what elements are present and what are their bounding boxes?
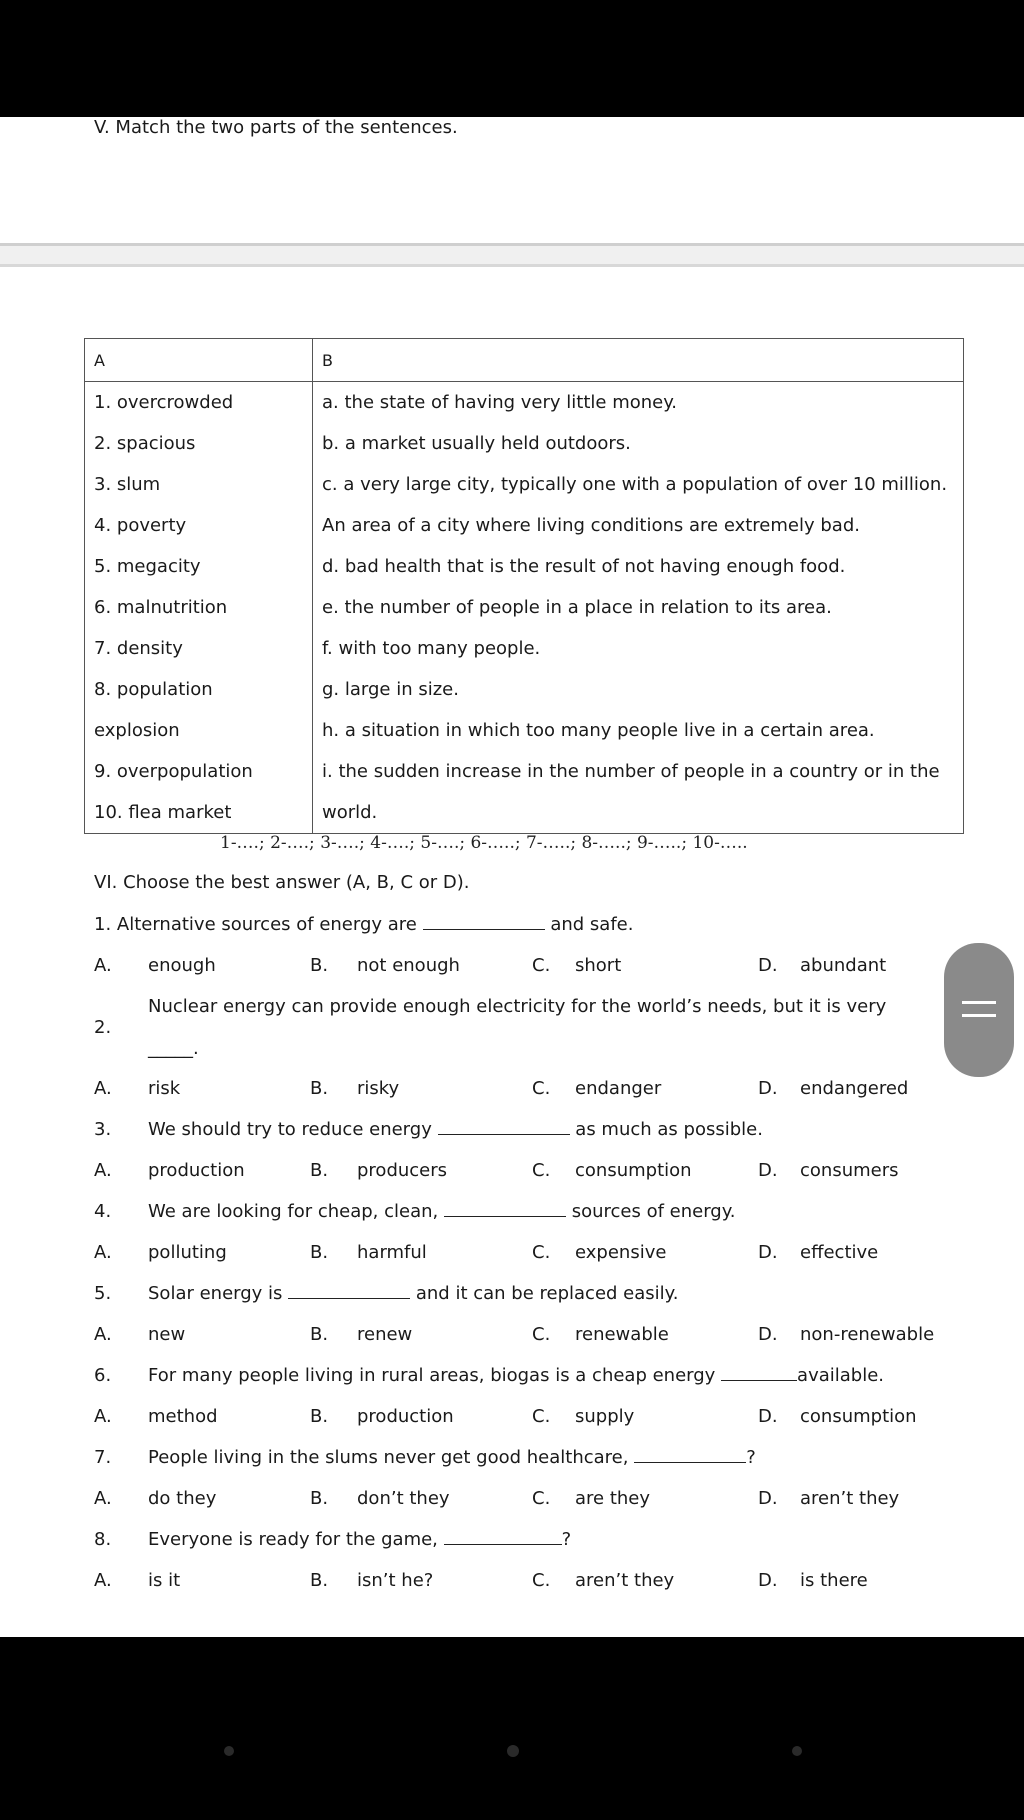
stem-end: sources of energy.: [565, 1201, 736, 1222]
answer-blank: [444, 1202, 566, 1217]
answer-blank: [634, 1448, 746, 1463]
option-c[interactable]: are they: [575, 1488, 651, 1509]
grip-line-icon: [962, 1014, 996, 1017]
stem-end: as much as possible.: [569, 1119, 763, 1140]
option-letter: D.: [758, 955, 778, 976]
option-b[interactable]: risky: [357, 1078, 400, 1099]
stem-end: available.: [797, 1365, 885, 1386]
cell-a: 2. spacious: [85, 423, 313, 464]
stem-start: Everyone is ready for the game,: [148, 1529, 444, 1550]
option-c[interactable]: renewable: [575, 1324, 669, 1345]
question-3: [94, 1119, 974, 1149]
option-letter: A.: [94, 1078, 112, 1099]
option-letter: D.: [758, 1078, 778, 1099]
option-d[interactable]: is there: [800, 1570, 868, 1591]
question-stem: [148, 1283, 678, 1304]
option-letter: A.: [94, 1324, 112, 1345]
option-a[interactable]: do they: [148, 1488, 217, 1509]
table-row: [85, 669, 964, 710]
cell-a: 5. megacity: [85, 546, 313, 587]
question-number: 6.: [94, 1365, 112, 1386]
cell-a: 8. population: [85, 669, 313, 710]
answer-blank: [438, 1120, 570, 1135]
cell-a: 4. poverty: [85, 505, 313, 546]
answer-blank: [423, 915, 545, 930]
nav-home-button[interactable]: [507, 1745, 519, 1757]
option-c[interactable]: short: [575, 955, 622, 976]
option-letter: D.: [758, 1242, 778, 1263]
table-row: [85, 792, 964, 834]
question-4: [94, 1201, 974, 1231]
option-letter: B.: [310, 1160, 329, 1181]
option-letter: D.: [758, 1488, 778, 1509]
option-letter: D.: [758, 1160, 778, 1181]
table-row: [85, 423, 964, 464]
cell-b: b. a market usually held outdoors.: [313, 423, 964, 464]
stem-start: For many people living in rural areas, biogas is a cheap energy: [148, 1365, 722, 1386]
option-d[interactable]: consumption: [800, 1406, 917, 1427]
option-letter: B.: [310, 1488, 329, 1509]
nav-recents-button[interactable]: [792, 1746, 802, 1756]
option-a[interactable]: polluting: [148, 1242, 227, 1263]
table-row: [85, 751, 964, 792]
cell-b: g. large in size.: [313, 669, 964, 710]
question-number: 3.: [94, 1119, 112, 1140]
stem-start: Solar energy is: [148, 1283, 289, 1304]
option-letter: A.: [94, 955, 112, 976]
option-letter: A.: [94, 1242, 112, 1263]
option-letter: B.: [310, 1406, 329, 1427]
option-letter: C.: [532, 1488, 551, 1509]
column-b-header: B: [313, 339, 964, 382]
table-row: [85, 546, 964, 587]
option-c[interactable]: consumption: [575, 1160, 692, 1181]
cell-a: 6. malnutrition: [85, 587, 313, 628]
option-letter: C.: [532, 1570, 551, 1591]
option-d[interactable]: endangered: [800, 1078, 909, 1099]
answer-key-line: 1-….; 2-….; 3-….; 4-….; 5-….; 6-…..; 7-…..; 8-…..; 9-…..; 10-…..: [220, 833, 748, 853]
option-a[interactable]: method: [148, 1406, 218, 1427]
cell-a: 10. flea market: [85, 792, 313, 834]
question-6: [94, 1365, 974, 1395]
option-c[interactable]: supply: [575, 1406, 635, 1427]
option-b[interactable]: not enough: [357, 955, 460, 976]
option-letter: A.: [94, 1160, 112, 1181]
option-b[interactable]: production: [357, 1406, 454, 1427]
table-row: [85, 382, 964, 424]
stem-start: People living in the slums never get good healthcare,: [148, 1447, 635, 1468]
question-7: [94, 1447, 974, 1477]
nav-back-button[interactable]: [224, 1746, 234, 1756]
grip-line-icon: [962, 1001, 996, 1004]
option-d[interactable]: effective: [800, 1242, 879, 1263]
page-gap: [0, 246, 1024, 264]
question-1: [94, 914, 974, 944]
option-c[interactable]: endanger: [575, 1078, 662, 1099]
option-letter: D.: [758, 1406, 778, 1427]
cell-b: d. bad health that is the result of not having enough food.: [313, 546, 964, 587]
cell-b: a. the state of having very little money.: [313, 382, 964, 424]
option-letter: A.: [94, 1488, 112, 1509]
option-d[interactable]: abundant: [800, 955, 887, 976]
question-number: 4.: [94, 1201, 112, 1222]
option-a[interactable]: new: [148, 1324, 186, 1345]
cell-b: h. a situation in which too many people live in a certain area.: [313, 710, 964, 751]
top-status-bar: [0, 0, 1024, 117]
question-stem-end: and safe.: [544, 914, 634, 935]
question-stem: [148, 1119, 763, 1140]
question-stem: [148, 1447, 756, 1468]
question-2-line-2: [94, 1038, 974, 1068]
option-d[interactable]: aren’t they: [800, 1488, 900, 1509]
options-2: [94, 1078, 974, 1108]
table-row: [85, 587, 964, 628]
question-number: 7.: [94, 1447, 112, 1468]
option-a[interactable]: risk: [148, 1078, 181, 1099]
answer-blank: [721, 1366, 797, 1381]
cell-b: f. with too many people.: [313, 628, 964, 669]
option-a[interactable]: enough: [148, 955, 216, 976]
option-letter: B.: [310, 1242, 329, 1263]
cell-b: i. the sudden increase in the number of people in a country or in the: [313, 751, 964, 792]
matching-table: [84, 338, 964, 834]
question-8: [94, 1529, 974, 1559]
option-letter: B.: [310, 1570, 329, 1591]
question-5: [94, 1283, 974, 1313]
question-blank: _____.: [148, 1038, 199, 1059]
table-row: [85, 710, 964, 751]
question-stem: [148, 1201, 736, 1222]
option-letter: B.: [310, 1078, 329, 1099]
table-row: [85, 505, 964, 546]
cell-b: c. a very large city, typically one with a population of over 10 million.: [313, 464, 964, 505]
question-number: 5.: [94, 1283, 112, 1304]
cell-b: An area of a city where living conditions are extremely bad.: [313, 505, 964, 546]
section-6-title: VI. Choose the best answer (A, B, C or D).: [94, 872, 470, 893]
options-4: [94, 1242, 974, 1272]
option-a[interactable]: production: [148, 1160, 245, 1181]
stem-start: We should try to reduce energy: [148, 1119, 438, 1140]
question-stem: [148, 1529, 571, 1550]
stem-start: We are looking for cheap, clean,: [148, 1201, 444, 1222]
stem-end: ?: [561, 1529, 572, 1550]
table-row: [85, 628, 964, 669]
option-b[interactable]: renew: [357, 1324, 413, 1345]
option-letter: C.: [532, 1160, 551, 1181]
scroll-handle[interactable]: [944, 943, 1014, 1077]
options-3: [94, 1160, 974, 1190]
option-c[interactable]: aren’t they: [575, 1570, 675, 1591]
option-d[interactable]: consumers: [800, 1160, 899, 1181]
question-stem: Nuclear energy can provide enough electricity for the world’s needs, but it is very: [148, 996, 887, 1017]
question-number: 2.: [94, 1017, 112, 1038]
option-letter: C.: [532, 1078, 551, 1099]
option-letter: B.: [310, 1324, 329, 1345]
question-stem: Alternative sources of energy are: [116, 914, 423, 935]
option-d[interactable]: non-renewable: [800, 1324, 935, 1345]
options-6: [94, 1406, 974, 1436]
options-8: [94, 1570, 974, 1600]
cell-b: world.: [313, 792, 964, 834]
option-a[interactable]: is it: [148, 1570, 181, 1591]
option-letter: C.: [532, 1324, 551, 1345]
option-b[interactable]: producers: [357, 1160, 448, 1181]
option-b[interactable]: harmful: [357, 1242, 427, 1263]
options-7: [94, 1488, 974, 1518]
option-b[interactable]: don’t they: [357, 1488, 450, 1509]
stem-end: ?: [746, 1447, 756, 1468]
question-number: 8.: [94, 1529, 112, 1550]
cell-a: 9. overpopulation: [85, 751, 313, 792]
question-stem: [148, 1365, 884, 1386]
cell-a: 3. slum: [85, 464, 313, 505]
option-letter: C.: [532, 1406, 551, 1427]
table-row: [85, 464, 964, 505]
option-letter: D.: [758, 1324, 778, 1345]
section-5-title: V. Match the two parts of the sentences.: [94, 117, 458, 138]
cell-a: 1. overcrowded: [85, 382, 313, 424]
options-1: [94, 955, 974, 985]
option-letter: B.: [310, 955, 329, 976]
option-letter: C.: [532, 955, 551, 976]
options-5: [94, 1324, 974, 1354]
cell-b: e. the number of people in a place in relation to its area.: [313, 587, 964, 628]
option-letter: A.: [94, 1570, 112, 1591]
answer-blank: [288, 1284, 410, 1299]
question-number: 1. Alternative sources of energy are and safe.: [94, 914, 634, 935]
answer-blank: [444, 1530, 562, 1545]
cell-a: explosion: [85, 710, 313, 751]
stem-end: and it can be replaced easily.: [410, 1283, 679, 1304]
table-header-row: [85, 339, 964, 382]
cell-a: 7. density: [85, 628, 313, 669]
column-a-header: A: [85, 339, 313, 382]
option-b[interactable]: isn’t he?: [357, 1570, 434, 1591]
option-c[interactable]: expensive: [575, 1242, 667, 1263]
option-letter: C.: [532, 1242, 551, 1263]
option-letter: A.: [94, 1406, 112, 1427]
option-letter: D.: [758, 1570, 778, 1591]
